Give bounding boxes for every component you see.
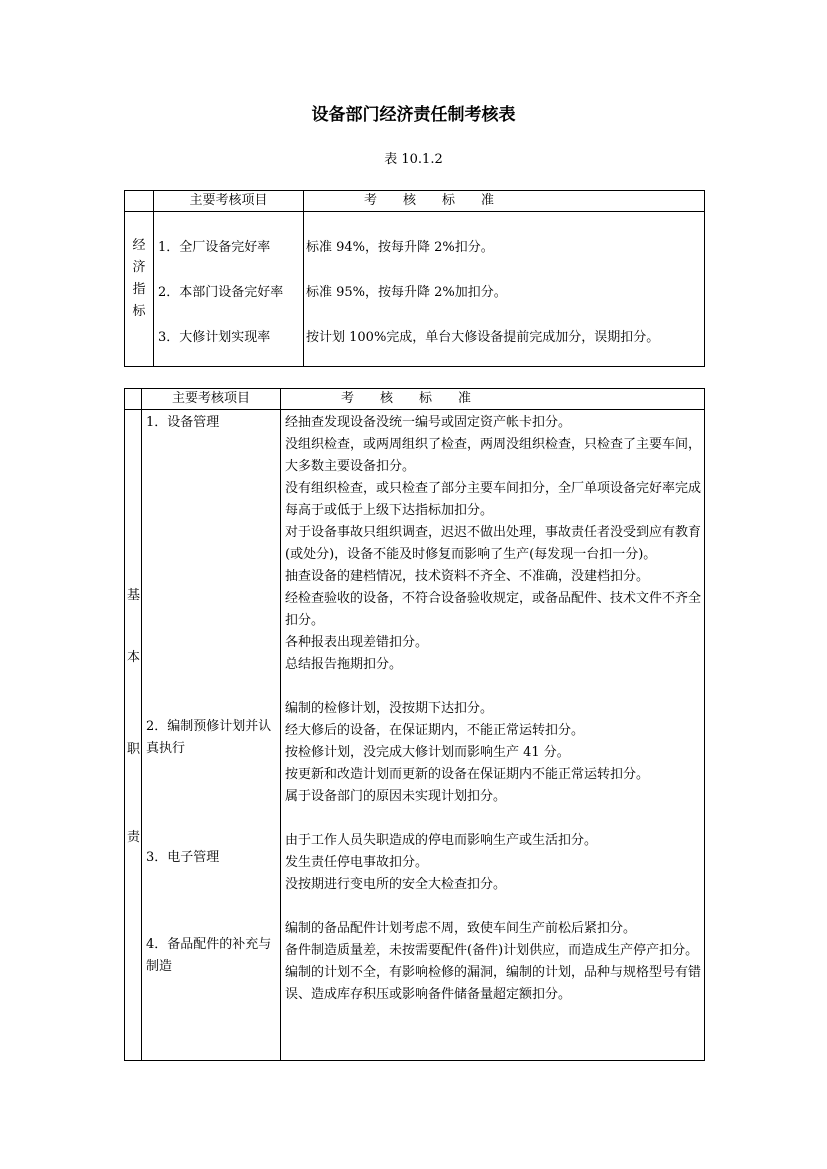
economic-indicators-table <box>124 190 705 367</box>
header-item: 主要考核项目 <box>142 389 281 410</box>
standard-text: 经检查验收的设备，不符合设备验收规定，或备品配件、技术文件不齐全扣分。 <box>285 591 702 628</box>
standard-text: 经大修后的设备，在保证期内，不能正常运转扣分。 <box>285 723 585 738</box>
standards-cell <box>281 410 705 1061</box>
standard-text: 编制的计划不全，有影响检修的漏洞，编制的计划，品种与规格型号有错误、造成库存积压或影响备件储备量超定额扣分。 <box>285 965 702 1002</box>
items-cell <box>154 212 304 367</box>
standard-text: 没按期进行变电所的安全大检查扣分。 <box>285 877 507 892</box>
table-header-row <box>125 191 705 212</box>
category-char: 职 <box>126 742 140 757</box>
header-item: 主要考核项目 <box>154 191 304 212</box>
standard-text: 标准 95%，按每升降 2%加扣分。 <box>306 285 507 300</box>
standard-text: 按更新和改造计划而更新的设备在保证期内不能正常运转扣分。 <box>285 767 650 782</box>
standard-text: 各种报表出现差错扣分。 <box>285 635 429 650</box>
group-spacer <box>281 896 704 918</box>
category-cell-economic <box>125 212 154 367</box>
header-blank-cell <box>125 389 142 410</box>
category-char: 指 <box>132 282 146 297</box>
category-cell-basic <box>125 410 142 1061</box>
standard-text: 对于设备事故只组织调查，迟迟不做出处理，事故责任者没受到应有教育(或处分)，设备不能及时修复而影响了生产(每发现一台扣一分)。 <box>285 525 702 562</box>
header-blank-cell <box>125 191 154 212</box>
standard-text: 由于工作人员失职造成的停电而影响生产或生活扣分。 <box>285 833 598 848</box>
category-char: 经 <box>132 238 146 253</box>
category-char: 济 <box>132 260 146 275</box>
standards-cell <box>304 212 705 367</box>
standard-text: 按计划 100%完成，单台大修设备提前完成加分，误期扣分。 <box>306 330 660 345</box>
standard-text: 标准 94%，按每升降 2%扣分。 <box>306 240 494 255</box>
list-item: 1．设备管理 <box>146 415 220 430</box>
list-item: 2．编制预修计划并认真执行 <box>146 719 272 756</box>
header-standard: 考 核 标 准 <box>304 191 705 212</box>
table-header-row <box>125 389 705 410</box>
table-number: 表 10.1.2 <box>384 152 443 167</box>
document-title: 设备部门经济责任制考核表 <box>311 105 516 125</box>
standard-text: 按检修计划，没完成大修计划而影响生产 41 分。 <box>285 745 570 760</box>
category-char: 责 <box>126 830 140 845</box>
category-char: 标 <box>132 304 146 319</box>
list-item: 3．电子管理 <box>146 850 220 865</box>
list-item: 1．全厂设备完好率 <box>158 240 271 255</box>
list-item: 3．大修计划实现率 <box>158 330 271 345</box>
standard-text: 编制的备品配件计划考虑不周，致使车间生产前松后紧扣分。 <box>285 921 637 936</box>
category-char: 基 <box>126 588 140 603</box>
header-standard: 考 核 标 准 <box>281 389 705 410</box>
group-spacer <box>281 808 704 830</box>
standard-text: 发生责任停电事故扣分。 <box>285 855 429 870</box>
standard-text: 备件制造质量差，未按需要配件(备件)计划供应，而造成生产停产扣分。 <box>285 943 699 958</box>
standard-text: 没组织检查，或两周组织了检查，两周没组织检查，只检查了主要车间，大多数主要设备扣分。 <box>285 437 702 474</box>
standard-text: 编制的检修计划，没按期下达扣分。 <box>285 701 494 716</box>
list-item: 2．本部门设备完好率 <box>158 285 284 300</box>
standard-text: 抽查设备的建档情况，技术资料不齐全、不准确，没建档扣分。 <box>285 569 650 584</box>
category-char: 本 <box>126 650 140 665</box>
standard-text: 属于设备部门的原因未实现计划扣分。 <box>285 789 507 804</box>
basic-duties-table <box>124 388 705 1061</box>
list-item: 4．备品配件的补充与制造 <box>146 937 272 974</box>
table-body-row <box>125 410 705 1061</box>
standard-text: 总结报告拖期扣分。 <box>285 657 403 672</box>
standard-text: 没有组织检查，或只检查了部分主要车间扣分，全厂单项设备完好率完成每高于或低于上级下达指标加扣分。 <box>285 481 702 518</box>
group-spacer <box>281 676 704 698</box>
items-cell <box>142 410 281 1061</box>
standard-text: 经抽查发现设备没统一编号或固定资产帐卡扣分。 <box>285 415 572 430</box>
table-body-row <box>125 212 705 367</box>
